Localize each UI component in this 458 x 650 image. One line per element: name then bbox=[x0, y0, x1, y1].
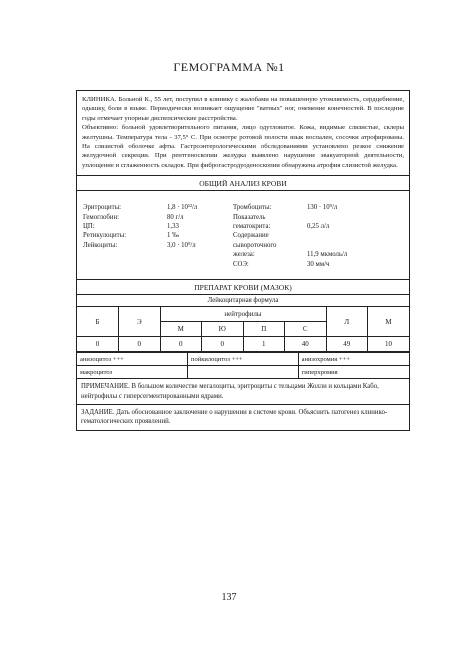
band-neutrophils-header: П bbox=[243, 322, 285, 337]
hematocrit-label-line2: гематокрита: bbox=[233, 223, 271, 231]
serum-iron-label-line3: железа: bbox=[233, 251, 255, 259]
right-labels bbox=[233, 203, 303, 269]
eosinophils-value: 0 bbox=[119, 337, 161, 352]
hematocrit-label-line1: Показатель bbox=[233, 213, 266, 221]
lymphocytes-header: Л bbox=[326, 307, 368, 337]
hemoglobin-label: Гемоглобин: bbox=[83, 213, 119, 221]
hemoglobin-value: 80 г/л bbox=[167, 213, 184, 221]
esr-value: 30 мм/ч bbox=[307, 260, 330, 268]
morphology-table bbox=[77, 352, 409, 378]
segmented-neutrophils-value: 40 bbox=[285, 337, 327, 352]
hemogram-card bbox=[76, 90, 410, 431]
left-labels bbox=[83, 203, 163, 269]
hyperchromia-cell: гиперхромия bbox=[298, 366, 409, 379]
blood-left-column bbox=[83, 203, 233, 269]
right-values bbox=[303, 203, 347, 269]
table-row bbox=[77, 353, 409, 366]
myelocytes-header: М bbox=[160, 322, 202, 337]
neutrophils-header: нейтрофилы bbox=[160, 307, 326, 322]
left-values bbox=[163, 203, 197, 269]
serum-iron-spacer-1 bbox=[307, 231, 347, 240]
blood-analysis-section bbox=[77, 176, 409, 280]
basophils-header: Б bbox=[77, 307, 119, 337]
leukocyte-formula-title: Лейкоцитарная формула bbox=[77, 295, 409, 307]
table-row bbox=[77, 366, 409, 379]
table-row bbox=[77, 307, 409, 322]
hematocrit-value: 0,25 л/л bbox=[307, 223, 330, 231]
eosinophils-header: Э bbox=[119, 307, 161, 337]
reticulocytes-value: 1 ‰ bbox=[167, 232, 179, 240]
leukocytes-value: 3,0 · 10⁹/л bbox=[167, 241, 196, 249]
platelets-value: 130 · 10⁹/л bbox=[307, 204, 338, 212]
metamyelocytes-value: 0 bbox=[202, 337, 244, 352]
erythrocytes-label: Эритроциты: bbox=[83, 204, 122, 212]
color-index-label: ЦП: bbox=[83, 223, 95, 231]
page-title: ГЕМОГРАММА №1 bbox=[173, 60, 285, 74]
serum-iron-value: 11,9 мкмоль/л bbox=[307, 251, 348, 259]
serum-iron-label-line2: сывороточного bbox=[233, 241, 277, 249]
macrocytosis-cell: макроцитоз bbox=[77, 366, 188, 379]
serum-iron-label-line1: Содержание bbox=[233, 232, 269, 240]
erythrocytes-value: 1,8 · 10¹²/л bbox=[167, 204, 198, 212]
note-section: ПРИМЕЧАНИЕ. В большом количестве мегалоциты, эритроциты с тельцами Жолли и кольцами Кабо, нейтрофилы с гиперсегментированными ядрами. bbox=[77, 379, 409, 405]
clinical-objective: Объективно: больной удовлетворительного питания, лицо одутловатое. Кожа, видимые слизистые, склеры желтушны. Температура тела - 37,5° С. При осмотре ротовой полости язык воспален, сосочки атрофированы. На слизистой оболочке афты. Гастроэнтерологическими обследованиями установлено резкое снижение желудочной секреции. При рентгеноскопии желудка выявлено нарушение эвакуаторной деятельности, уплощение и сглаженность складок. При фиброгастродуоденоскопии обнаружена атрофия слизистой желудка. bbox=[82, 124, 404, 169]
hematocrit-spacer bbox=[307, 213, 347, 222]
color-index-value: 1,33 bbox=[167, 223, 179, 231]
anisocytosis-cell: анизоцитоз +++ bbox=[77, 353, 188, 366]
smear-section bbox=[77, 280, 409, 379]
blood-right-column bbox=[233, 203, 403, 269]
reticulocytes-label: Ретикулоциты: bbox=[83, 232, 127, 240]
table-row bbox=[77, 337, 409, 352]
blood-analysis-title: ОБЩИЙ АНАЛИЗ КРОВИ bbox=[77, 176, 409, 191]
basophils-value: 0 bbox=[77, 337, 119, 352]
clinical-section bbox=[77, 91, 409, 176]
page-number: 137 bbox=[221, 592, 237, 603]
clinical-complaints: КЛИНИКА. Больной К., 55 лет, поступил в клинику с жалобами на повышенную утомляемость, сердцебиение, одышку, боли в языке. Периодически возникает ощущение "ватных" ног, онемение конечностей. В последние годы отмечает упорные диспепсические расстройства. bbox=[82, 96, 404, 122]
monocytes-header: М bbox=[368, 307, 410, 337]
poikilocytosis-cell: пойкилоцитоз +++ bbox=[188, 353, 299, 366]
band-neutrophils-value: 1 bbox=[243, 337, 285, 352]
anisochromia-cell: анизохромия +++ bbox=[298, 353, 409, 366]
metamyelocytes-header: Ю bbox=[202, 322, 244, 337]
monocytes-value: 10 bbox=[368, 337, 410, 352]
blood-analysis-values bbox=[77, 191, 409, 279]
segmented-neutrophils-header: С bbox=[285, 322, 327, 337]
empty-cell bbox=[188, 366, 299, 379]
leukocytes-label: Лейкоциты: bbox=[83, 241, 118, 249]
esr-label: СОЭ: bbox=[233, 260, 249, 268]
lymphocytes-value: 49 bbox=[326, 337, 368, 352]
smear-title: ПРЕПАРАТ КРОВИ (МАЗОК) bbox=[77, 280, 409, 295]
leukocyte-formula-table bbox=[77, 307, 409, 352]
serum-iron-spacer-2 bbox=[307, 241, 347, 250]
platelets-label: Тромбоциты: bbox=[233, 204, 272, 212]
task-section: ЗАДАНИЕ. Дать обоснованное заключение о нарушении в системе крови. Объяснить патогенез клинико-гематологических проявлений. bbox=[81, 408, 388, 426]
myelocytes-value: 0 bbox=[160, 337, 202, 352]
